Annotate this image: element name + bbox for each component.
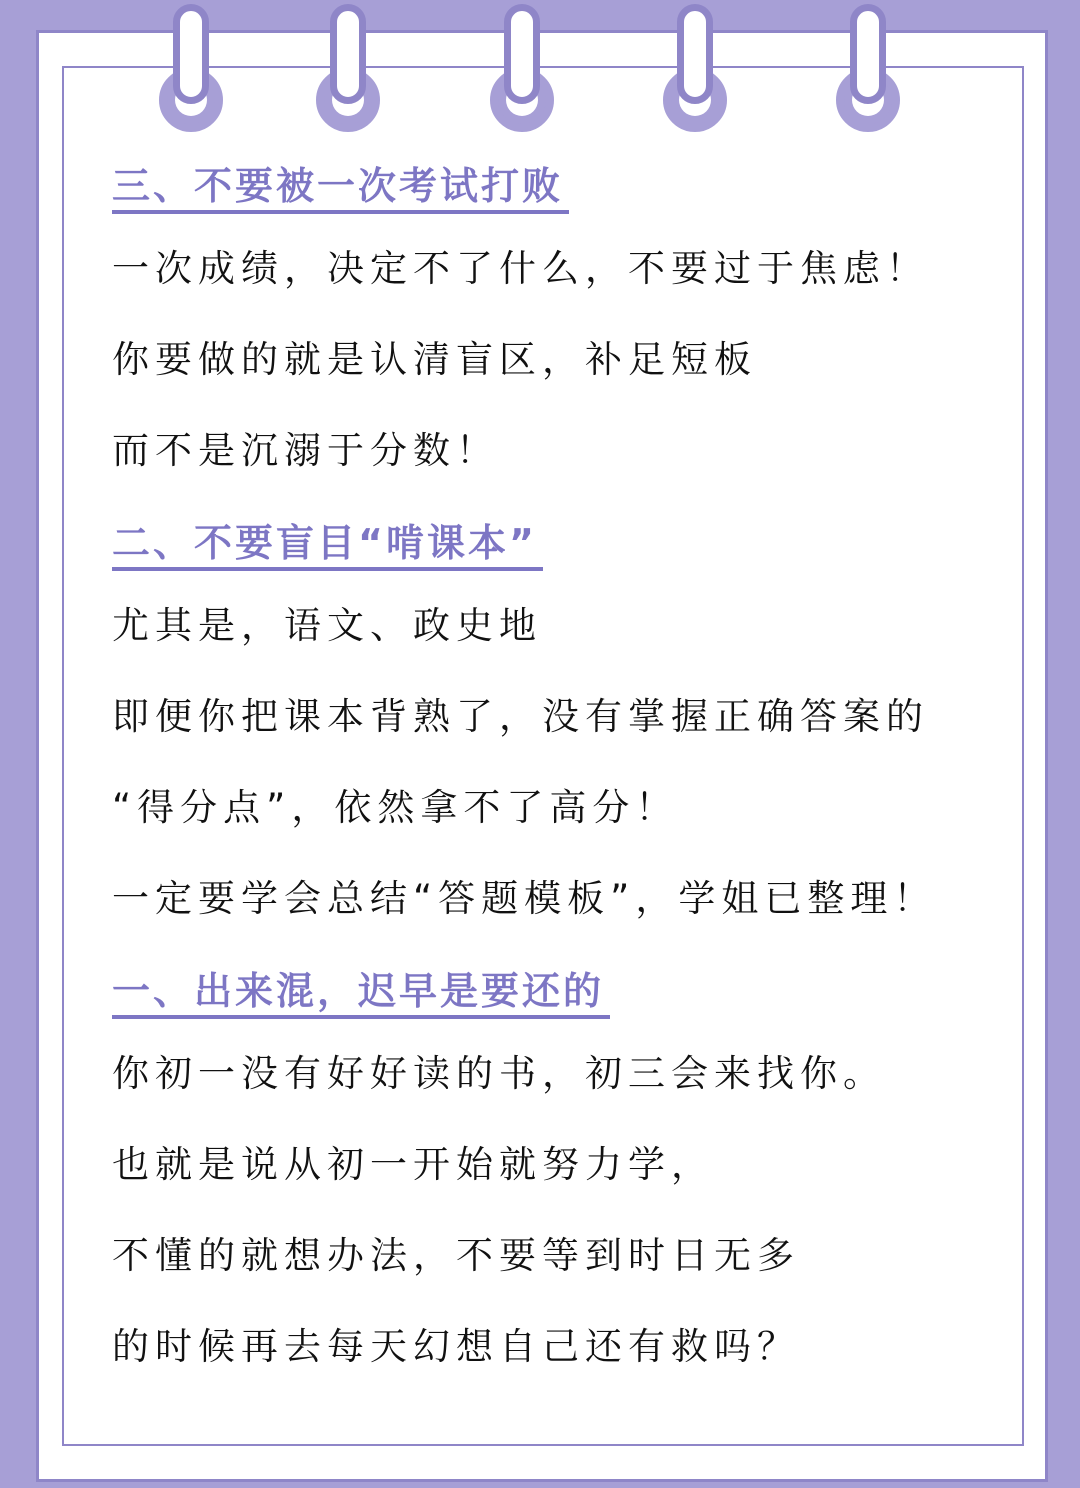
binder-ring-icon xyxy=(677,4,713,104)
text-line: 你要做的就是认清盲区，补足短板 xyxy=(112,338,757,381)
binder-ring-icon xyxy=(850,4,886,104)
text-line: 即便你把课本背熟了，没有掌握正确答案的 xyxy=(112,695,929,738)
section-payback xyxy=(112,967,992,1370)
section-textbook xyxy=(112,519,992,922)
text-line: 尤其是，语文、政史地 xyxy=(112,604,542,647)
text-line: 而不是沉溺于分数！ xyxy=(112,429,499,472)
text-line: 的时候再去每天幻想自己还有救吗？ xyxy=(112,1325,800,1368)
note-content xyxy=(112,162,992,1415)
section-heading: 一、出来混，迟早是要还的 xyxy=(112,967,610,1019)
text-line: 不懂的就想办法，不要等到时日无多 xyxy=(112,1234,800,1277)
section-heading: 三、不要被一次考试打败 xyxy=(112,162,569,214)
binder-ring-icon xyxy=(330,4,366,104)
text-line: “得分点”，依然拿不了高分！ xyxy=(112,786,679,829)
binder-ring-icon xyxy=(504,4,540,104)
text-line: 一定要学会总结“答题模板”，学姐已整理！ xyxy=(112,877,937,920)
section-exam xyxy=(112,162,992,474)
text-line: 你初一没有好好读的书，初三会来找你。 xyxy=(112,1052,886,1095)
binder-ring-icon xyxy=(173,4,209,104)
section-heading: 二、不要盲目“啃课本” xyxy=(112,519,543,571)
text-line: 也就是说从初一开始就努力学， xyxy=(112,1143,714,1186)
text-line: 一次成绩，决定不了什么，不要过于焦虑！ xyxy=(112,247,929,290)
